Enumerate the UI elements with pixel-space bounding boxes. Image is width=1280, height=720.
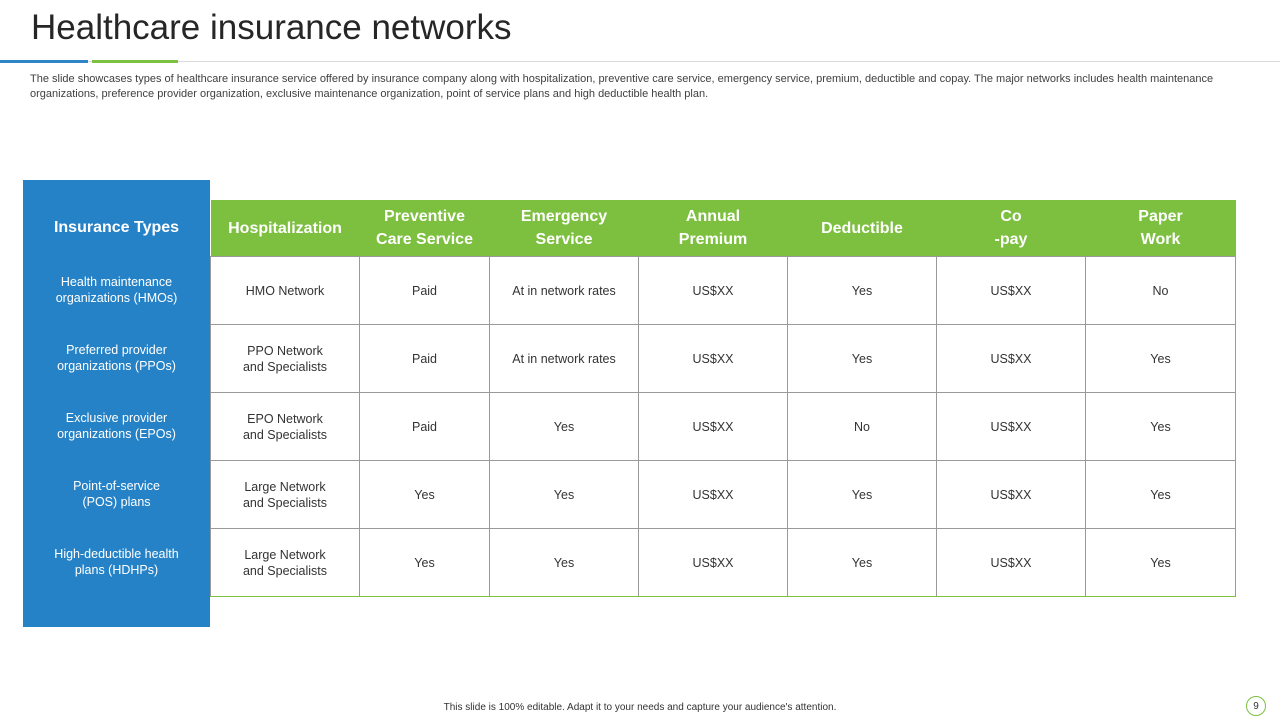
table-cell: No [788,393,937,461]
table-cell: HMO Network [211,257,360,325]
table-cell: Yes [788,325,937,393]
table-cell: Large Network and Specialists [211,529,360,597]
table-cell: Yes [490,529,639,597]
page-number-badge: 9 [1246,696,1266,716]
table-cell: PPO Network and Specialists [211,325,360,393]
table-cell: At in network rates [490,257,639,325]
type-cell-hdhp: High-deductible health plans (HDHPs) [54,547,179,577]
insurance-types-column [23,180,210,627]
type-cell-ppo: Preferred provider organizations (PPOs) [57,343,176,373]
table-cell: Yes [788,461,937,529]
table-row [211,529,1236,597]
table-cell: US$XX [639,393,788,461]
table-cell: Large Network and Specialists [211,461,360,529]
table-cell: US$XX [639,325,788,393]
table-row [211,325,1236,393]
table-header-row [211,200,1236,257]
table-cell: Paid [360,257,490,325]
column-header-copay: Co -pay [937,200,1086,257]
footer-note: This slide is 100% editable. Adapt it to your needs and capture your audience's attention. [443,702,837,713]
table-cell: US$XX [937,529,1086,597]
slide-description: The slide showcases types of healthcare insurance service offered by insurance company along with hospitalization, preventive care service, emergency service, premium, deductible and copay. The major networks includes health maintenance organizations, preference provider organization, exclusive maintenance organization, point of service plans and high deductible health plan. [30,73,1214,100]
table-cell: Yes [490,393,639,461]
title-divider [0,61,1280,62]
insurance-types-header: Insurance Types [53,218,180,236]
type-cell-epo: Exclusive provider organizations (EPOs) [57,411,176,441]
table-row [211,257,1236,325]
table-cell: Yes [788,529,937,597]
table-cell: Yes [1086,461,1236,529]
table-cell: Yes [1086,393,1236,461]
table-cell: Yes [788,257,937,325]
accent-bar-green [92,60,178,63]
table-cell: Paid [360,325,490,393]
column-header-hospitalization: Hospitalization [211,200,360,257]
table-cell: Yes [1086,325,1236,393]
page-title: Healthcare insurance networks [31,8,512,47]
table-cell: At in network rates [490,325,639,393]
table-cell: Yes [360,529,490,597]
table-cell: Yes [1086,529,1236,597]
type-cell-hmo: Health maintenance organizations (HMOs) [55,275,178,305]
column-header-paper-work: Paper Work [1086,200,1236,257]
table-cell: US$XX [639,529,788,597]
column-header-emergency-service: Emergency Service [490,200,639,257]
table-row [211,393,1236,461]
comparison-table [210,200,1235,597]
table-cell: Yes [360,461,490,529]
table-cell: Paid [360,393,490,461]
type-cell-pos: Point-of-service (POS) plans [73,479,160,509]
accent-bar-blue [0,60,88,63]
table-row [211,461,1236,529]
table-cell: US$XX [937,325,1086,393]
table-cell: Yes [490,461,639,529]
table-cell: US$XX [937,257,1086,325]
table-cell: US$XX [639,257,788,325]
column-header-preventive-care: Preventive Care Service [360,200,490,257]
table-cell: No [1086,257,1236,325]
table-cell: EPO Network and Specialists [211,393,360,461]
table-cell: US$XX [937,461,1086,529]
table-cell: US$XX [937,393,1086,461]
table-cell: US$XX [639,461,788,529]
column-header-deductible: Deductible [788,200,937,257]
column-header-annual-premium: Annual Premium [639,200,788,257]
